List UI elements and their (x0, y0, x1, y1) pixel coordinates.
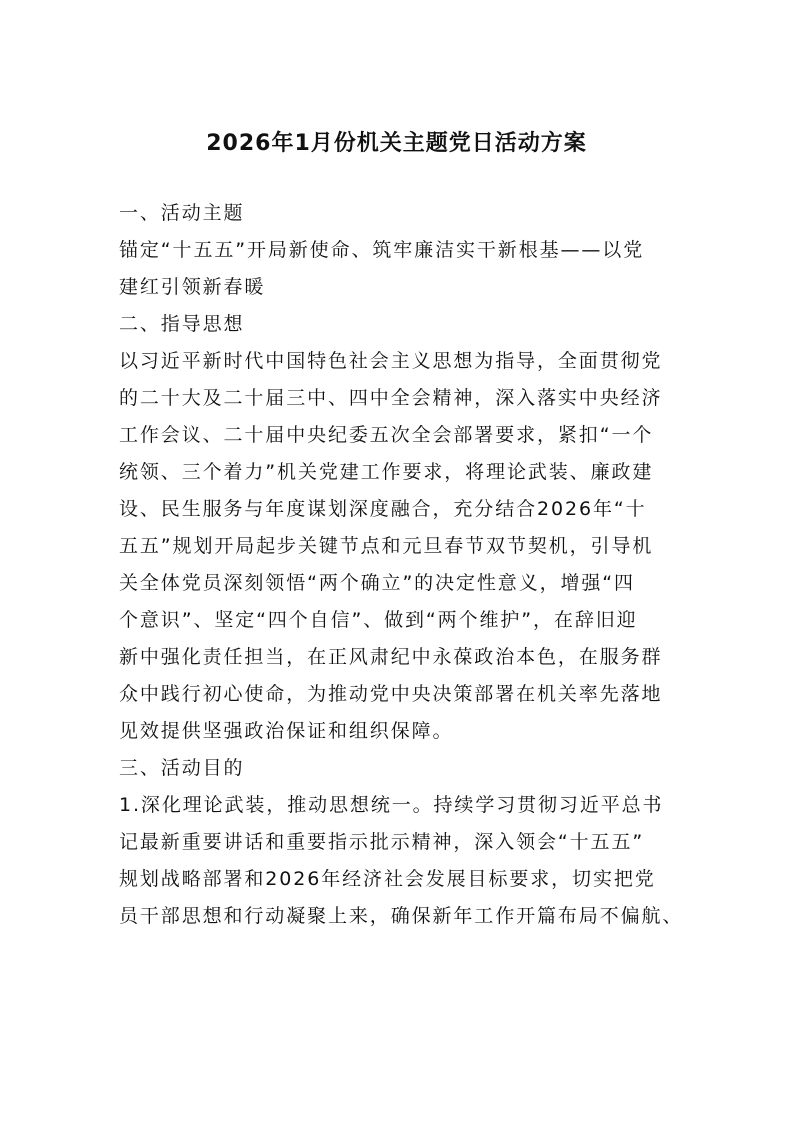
paragraph-line: 规划战略部署和2026年经济社会发展目标要求，切实把党 (119, 868, 656, 890)
paragraph-line: 锚定“十五五”开局新使命、筑牢廉洁实干新根基——以党 (119, 239, 645, 261)
section-heading-purpose: 三、活动目的 (119, 757, 245, 779)
paragraph-line: 关全体党员深刻领悟“两个确立”的决定性意义，增强“四 (119, 572, 635, 594)
paragraph-line: 见效提供坚强政治保证和组织保障。 (119, 720, 454, 742)
paragraph-line: 五五”规划开局起步关键节点和元旦春节双节契机，引导机 (119, 535, 654, 557)
section-heading-guidance: 二、指导思想 (119, 313, 245, 335)
paragraph-line: 个意识”、坚定“四个自信”、做到“两个维护”，在辞旧迎 (119, 609, 638, 631)
document-title: 2026年1月份机关主题党日活动方案 (206, 131, 587, 156)
paragraph-line: 众中践行初心使命，为推动党中央决策部署在机关率先落地 (119, 683, 663, 705)
paragraph-line: 的二十大及二十届三中、四中全会精神，深入落实中央经济 (119, 387, 663, 409)
document-body (119, 195, 684, 935)
paragraph-line: 工作会议、二十届中央纪委五次全会部署要求，紧扣“一个 (119, 424, 654, 446)
paragraph-line: 统领、三个着力”机关党建工作要求，将理论武装、廉政建 (119, 461, 654, 483)
paragraph-line: 新中强化责任担当，在正风肃纪中永葆政治本色，在服务群 (119, 646, 663, 668)
paragraph-line: 员干部思想和行动凝聚上来，确保新年工作开篇布局不偏航、 (119, 905, 684, 927)
paragraph-line: 记最新重要讲话和重要指示批示精神，深入领会“十五五” (119, 831, 645, 853)
paragraph-line: 以习近平新时代中国特色社会主义思想为指导，全面贯彻党 (119, 350, 663, 372)
paragraph-line: 设、民生服务与年度谋划深度融合，充分结合2026年“十 (119, 498, 647, 520)
section-heading-theme: 一、活动主题 (119, 202, 245, 224)
paragraph-line: 1.深化理论武装，推动思想统一。持续学习贯彻习近平总书 (119, 794, 664, 816)
paragraph-line: 建红引领新春暖 (119, 276, 266, 298)
